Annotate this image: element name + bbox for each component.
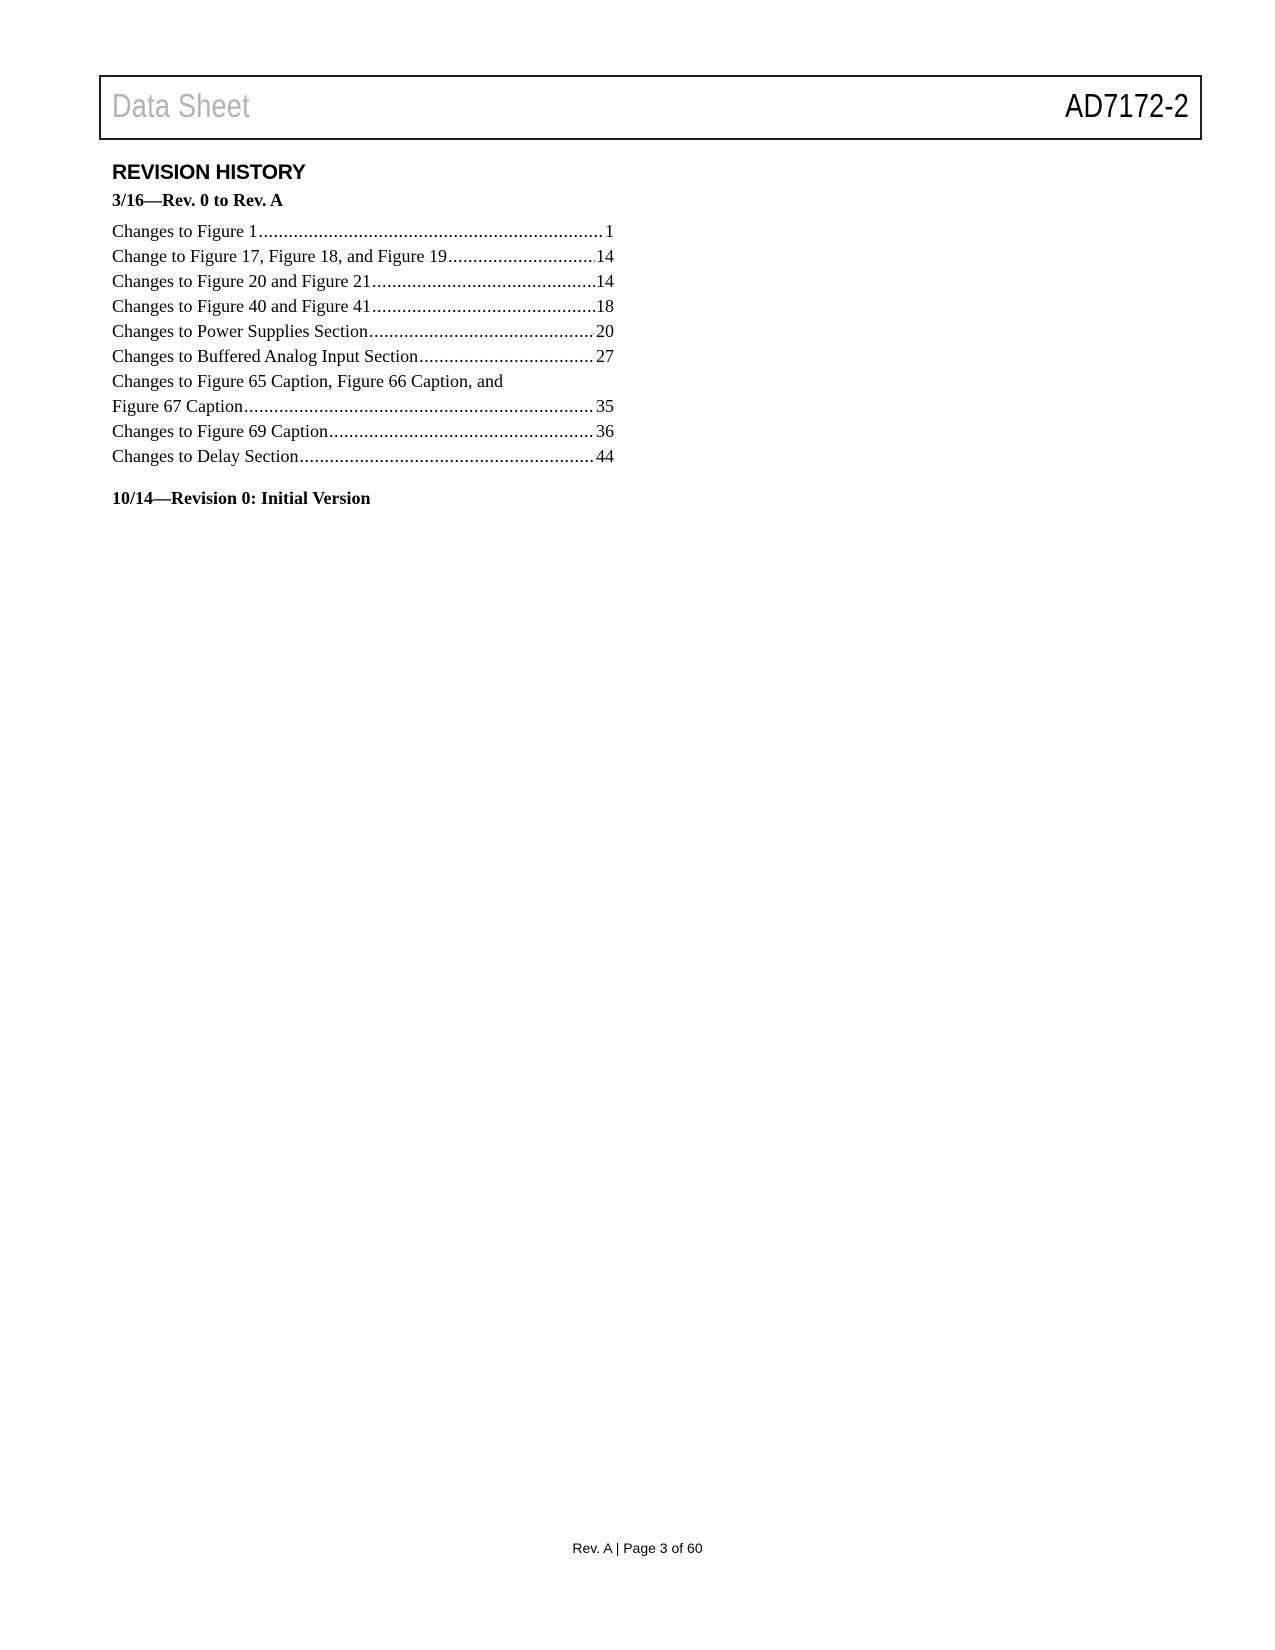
entry-page: 36 <box>596 421 614 441</box>
entry-text: Changes to Figure 40 and Figure 41 <box>112 296 371 316</box>
entry-text: Change to Figure 17, Figure 18, and Figure 19 <box>112 246 447 266</box>
entry-page: 35 <box>596 396 614 416</box>
entry-text: Changes to Delay Section <box>112 446 299 466</box>
revision-heading: 10/14—Revision 0: Initial Version <box>112 488 371 508</box>
revision-entries <box>112 219 614 469</box>
document-type-label: Data Sheet <box>112 87 250 124</box>
page-footer: Rev. A | Page 3 of 60 <box>572 1540 703 1556</box>
dot-leader <box>329 419 595 444</box>
dot-leader <box>419 344 595 369</box>
entry-page: 27 <box>596 346 614 366</box>
entry-page: 14 <box>596 246 614 266</box>
revision-entry <box>112 319 614 344</box>
dot-leader <box>299 444 595 469</box>
entry-continuation <box>112 394 614 419</box>
dot-leader <box>369 319 595 344</box>
revision-entry <box>112 244 614 269</box>
entry-text: Changes to Figure 1 <box>112 221 258 241</box>
entry-page: 20 <box>596 321 614 341</box>
revision-entry <box>112 269 614 294</box>
dot-leader <box>259 219 605 244</box>
entry-page: 14 <box>596 271 614 291</box>
revision-entry <box>112 294 614 319</box>
revision-heading: 3/16—Rev. 0 to Rev. A <box>112 190 283 210</box>
entry-page: 44 <box>596 446 614 466</box>
part-number-label: AD7172-2 <box>1065 87 1189 124</box>
page-header <box>99 75 1202 140</box>
dot-leader <box>448 244 595 269</box>
section-title: REVISION HISTORY <box>112 161 306 184</box>
revision-entry <box>112 444 614 469</box>
entry-text-continued: Figure 67 Caption <box>112 396 243 416</box>
entry-text: Changes to Buffered Analog Input Section <box>112 346 419 366</box>
revision-entry <box>112 419 614 444</box>
dot-leader <box>244 394 595 419</box>
entry-page: 1 <box>605 221 614 241</box>
dot-leader <box>372 294 595 319</box>
entry-text: Changes to Power Supplies Section <box>112 321 368 341</box>
entry-text: Changes to Figure 69 Caption <box>112 421 328 441</box>
entry-page: 18 <box>596 296 614 316</box>
dot-leader <box>372 269 595 294</box>
revision-entry <box>112 219 614 244</box>
revision-entry <box>112 344 614 369</box>
entry-text: Changes to Figure 65 Caption, Figure 66 Caption, and <box>112 371 503 391</box>
entry-text: Changes to Figure 20 and Figure 21 <box>112 271 371 291</box>
revision-entry <box>112 369 614 419</box>
